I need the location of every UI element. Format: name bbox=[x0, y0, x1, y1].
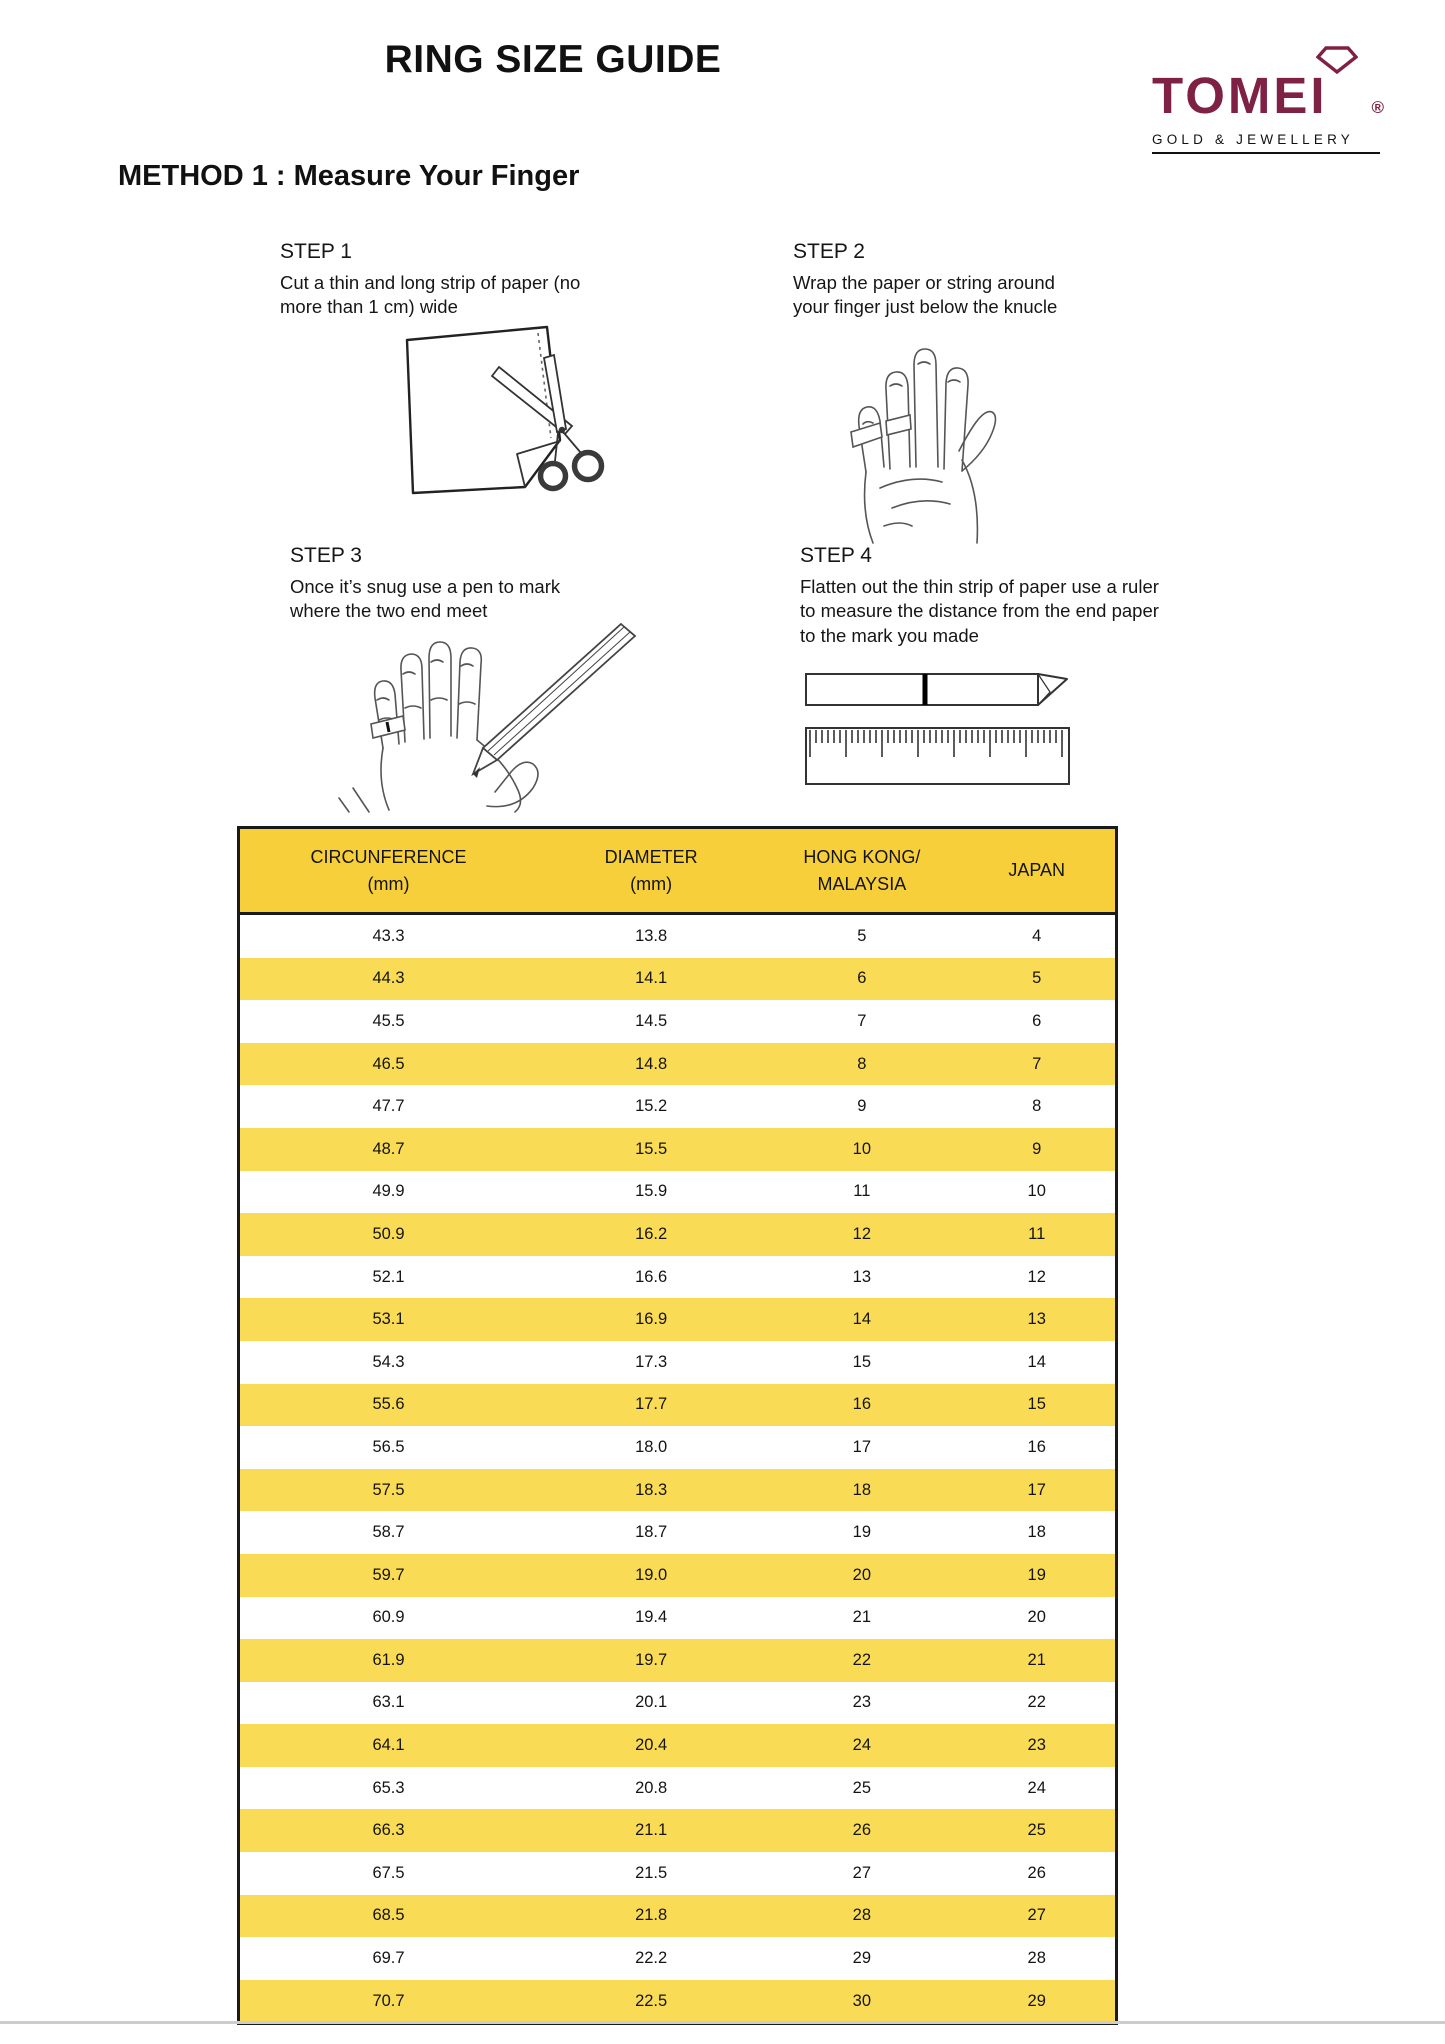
table-row bbox=[239, 1213, 1117, 1256]
size-cell: 13 bbox=[958, 1298, 1116, 1341]
size-cell: 12 bbox=[1027, 1267, 1046, 1286]
logo-underline bbox=[1152, 152, 1380, 154]
size-cell: 6 bbox=[765, 958, 958, 1001]
table-row bbox=[239, 1597, 1117, 1640]
registered-trademark: ® bbox=[1371, 98, 1384, 117]
size-cell: 13.8 bbox=[635, 926, 668, 945]
size-cell: 14.8 bbox=[537, 1043, 765, 1086]
size-cell: 69.7 bbox=[372, 1949, 405, 1968]
brand-row bbox=[1152, 46, 1384, 130]
size-cell: 26 bbox=[1027, 1863, 1046, 1882]
method-heading: METHOD 1 : Measure Your Finger bbox=[118, 160, 580, 192]
size-cell: 15 bbox=[958, 1384, 1116, 1427]
step-description: Cut a thin and long strip of paper (no more than 1 cm) wide bbox=[280, 272, 581, 318]
size-cell: 14.1 bbox=[537, 958, 765, 1001]
size-cell: 21 bbox=[958, 1639, 1116, 1682]
size-cell: 5 bbox=[857, 926, 867, 945]
table-row bbox=[239, 1511, 1117, 1554]
size-cell: 15.5 bbox=[537, 1128, 765, 1171]
size-cell: 17.3 bbox=[635, 1352, 668, 1371]
size-cell: 65.3 bbox=[372, 1778, 405, 1797]
size-cell: 9 bbox=[958, 1128, 1116, 1171]
step-label: STEP 4 bbox=[800, 544, 872, 567]
size-cell: 55.6 bbox=[239, 1384, 538, 1427]
table-row bbox=[239, 1469, 1117, 1512]
table-row bbox=[239, 958, 1117, 1001]
table-row bbox=[239, 1937, 1117, 1980]
size-cell: 16.9 bbox=[537, 1298, 765, 1341]
size-cell: 10 bbox=[1027, 1182, 1046, 1201]
size-cell: 48.7 bbox=[239, 1128, 538, 1171]
size-cell: 20 bbox=[1027, 1608, 1046, 1627]
step-description: Flatten out the thin strip of paper use a ruler to measure the distance from the end paper to the mark you made bbox=[800, 576, 1159, 646]
size-cell: 58.7 bbox=[372, 1523, 405, 1542]
step-block-3 bbox=[290, 544, 592, 624]
table-row bbox=[239, 1895, 1117, 1938]
table-row bbox=[239, 1980, 1117, 2024]
step-label: STEP 2 bbox=[793, 240, 865, 263]
table-row bbox=[239, 1171, 1117, 1214]
size-cell: 21 bbox=[852, 1608, 872, 1627]
size-cell: 8 bbox=[1032, 1097, 1042, 1116]
size-cell: 7 bbox=[857, 1011, 867, 1030]
hand-paper-strip-illustration bbox=[850, 320, 1005, 545]
table-row bbox=[239, 1852, 1117, 1895]
size-cell: 17 bbox=[852, 1437, 872, 1456]
table-row bbox=[239, 1085, 1117, 1128]
size-cell: 6 bbox=[1032, 1011, 1042, 1030]
table-row bbox=[239, 1767, 1117, 1810]
column-header-line: JAPAN bbox=[1008, 860, 1066, 881]
size-cell: 44.3 bbox=[239, 958, 538, 1001]
size-cell: 19.7 bbox=[537, 1639, 765, 1682]
size-cell: 30 bbox=[765, 1980, 958, 2024]
size-cell: 52.1 bbox=[372, 1267, 405, 1286]
size-cell: 28 bbox=[1027, 1949, 1046, 1968]
size-cell: 5 bbox=[958, 958, 1116, 1001]
table-row bbox=[239, 1341, 1117, 1384]
size-cell: 11 bbox=[958, 1213, 1116, 1256]
ruler-illustration bbox=[798, 666, 1083, 794]
size-cell: 20 bbox=[765, 1554, 958, 1597]
size-cell: 14 bbox=[765, 1298, 958, 1341]
paper-strip bbox=[851, 415, 911, 447]
size-cell: 22 bbox=[1027, 1693, 1046, 1712]
size-cell: 23 bbox=[958, 1724, 1116, 1767]
size-cell: 24 bbox=[1027, 1778, 1046, 1797]
size-cell: 59.7 bbox=[239, 1554, 538, 1597]
size-cell: 24 bbox=[765, 1724, 958, 1767]
table-row bbox=[239, 1639, 1117, 1682]
ruler bbox=[806, 728, 1069, 784]
size-cell: 21.8 bbox=[537, 1895, 765, 1938]
size-cell: 18.3 bbox=[537, 1469, 765, 1512]
hand-pencil-illustration bbox=[325, 620, 645, 815]
step-block-2 bbox=[793, 240, 1085, 320]
size-cell: 16.2 bbox=[537, 1213, 765, 1256]
size-cell: 22 bbox=[765, 1639, 958, 1682]
paper-strip bbox=[371, 716, 405, 738]
page-title: RING SIZE GUIDE bbox=[384, 38, 722, 81]
size-cell: 4 bbox=[1032, 926, 1042, 945]
table-row bbox=[239, 1426, 1117, 1469]
size-cell: 15 bbox=[852, 1352, 872, 1371]
column-header-line: DIAMETER bbox=[604, 847, 698, 868]
size-cell: 8 bbox=[765, 1043, 958, 1086]
size-cell: 43.3 bbox=[372, 926, 405, 945]
page-bottom-scan-line bbox=[0, 2021, 1445, 2024]
scissors-paper-illustration bbox=[395, 320, 620, 505]
step-description: Wrap the paper or string around your finger just below the knucle bbox=[793, 272, 1058, 318]
size-cell: 61.9 bbox=[239, 1639, 538, 1682]
column-header-line: CIRCUNFERENCE bbox=[310, 847, 467, 868]
size-cell: 45.5 bbox=[372, 1011, 405, 1030]
size-cell: 14 bbox=[1027, 1352, 1046, 1371]
size-cell: 22.5 bbox=[537, 1980, 765, 2024]
size-cell: 68.5 bbox=[239, 1895, 538, 1938]
size-cell: 23 bbox=[852, 1693, 872, 1712]
step-block-4 bbox=[800, 544, 1162, 648]
table-row bbox=[239, 1043, 1117, 1086]
size-cell: 25 bbox=[852, 1778, 872, 1797]
size-cell: 16.6 bbox=[635, 1267, 668, 1286]
step-block-1 bbox=[280, 240, 610, 320]
table-row bbox=[239, 914, 1117, 958]
size-cell: 20.8 bbox=[635, 1778, 668, 1797]
size-cell: 22.2 bbox=[635, 1949, 668, 1968]
size-cell: 18.7 bbox=[635, 1523, 668, 1542]
size-cell: 11 bbox=[853, 1182, 871, 1201]
column-header-line: HONG KONG/ bbox=[803, 847, 921, 868]
step-label: STEP 1 bbox=[280, 240, 352, 263]
size-cell: 57.5 bbox=[239, 1469, 538, 1512]
size-cell: 20.4 bbox=[537, 1724, 765, 1767]
size-cell: 28 bbox=[765, 1895, 958, 1938]
size-cell: 64.1 bbox=[239, 1724, 538, 1767]
size-cell: 14.5 bbox=[635, 1011, 668, 1030]
column-header-line: (mm) bbox=[630, 873, 673, 894]
size-cell: 15.2 bbox=[635, 1097, 668, 1116]
size-cell: 15.9 bbox=[635, 1182, 668, 1201]
size-cell: 29 bbox=[852, 1949, 872, 1968]
size-cell: 10 bbox=[765, 1128, 958, 1171]
table-row bbox=[239, 1000, 1117, 1043]
size-cell: 66.3 bbox=[239, 1809, 538, 1852]
size-cell: 18 bbox=[765, 1469, 958, 1512]
size-cell: 54.3 bbox=[372, 1352, 405, 1371]
size-cell: 46.5 bbox=[239, 1043, 538, 1086]
size-cell: 63.1 bbox=[372, 1693, 405, 1712]
size-cell: 16 bbox=[765, 1384, 958, 1427]
brand-logo bbox=[1152, 46, 1384, 154]
size-cell: 18.0 bbox=[635, 1437, 668, 1456]
table-row bbox=[239, 1554, 1117, 1597]
size-cell: 20.1 bbox=[635, 1693, 668, 1712]
size-table bbox=[237, 826, 1118, 2025]
size-cell: 49.9 bbox=[372, 1182, 405, 1201]
size-cell: 17 bbox=[958, 1469, 1116, 1512]
column-header-line: MALAYSIA bbox=[817, 873, 907, 894]
size-cell: 19.4 bbox=[635, 1608, 668, 1627]
size-cell: 29 bbox=[958, 1980, 1116, 2024]
size-cell: 25 bbox=[958, 1809, 1116, 1852]
size-cell: 16 bbox=[1027, 1437, 1046, 1456]
size-cell: 12 bbox=[765, 1213, 958, 1256]
size-cell: 27 bbox=[852, 1863, 872, 1882]
size-cell: 19 bbox=[852, 1523, 872, 1542]
size-cell: 9 bbox=[857, 1097, 867, 1116]
size-cell: 26 bbox=[765, 1809, 958, 1852]
table-row bbox=[239, 1256, 1117, 1299]
open-hand bbox=[859, 349, 996, 543]
brand-tagline: GOLD & JEWELLERY bbox=[1152, 132, 1354, 147]
size-cell: 50.9 bbox=[239, 1213, 538, 1256]
size-cell: 53.1 bbox=[239, 1298, 538, 1341]
table-header-row bbox=[239, 828, 1117, 914]
table-row bbox=[239, 1128, 1117, 1171]
table-row bbox=[239, 1809, 1117, 1852]
size-cell: 21.1 bbox=[537, 1809, 765, 1852]
size-cell: 17.7 bbox=[537, 1384, 765, 1427]
size-cell: 27 bbox=[958, 1895, 1116, 1938]
table-row bbox=[239, 1384, 1117, 1427]
size-cell: 19.0 bbox=[537, 1554, 765, 1597]
size-cell: 7 bbox=[958, 1043, 1116, 1086]
column-header-diameter bbox=[537, 828, 765, 914]
step-description: Once it’s snug use a pen to mark where the two end meet bbox=[290, 576, 561, 622]
size-cell: 70.7 bbox=[239, 1980, 538, 2024]
size-cell: 21.5 bbox=[635, 1863, 668, 1882]
size-cell: 56.5 bbox=[372, 1437, 405, 1456]
paper-strip bbox=[806, 674, 1067, 705]
size-cell: 67.5 bbox=[372, 1863, 405, 1882]
size-cell: 60.9 bbox=[372, 1608, 405, 1627]
column-header-hongkong-malaysia bbox=[765, 828, 958, 914]
step-label: STEP 3 bbox=[290, 544, 362, 567]
column-header-circumference bbox=[239, 828, 538, 914]
size-cell: 13 bbox=[852, 1267, 872, 1286]
table-row bbox=[239, 1724, 1117, 1767]
brand-wordmark: TOMEI bbox=[1152, 67, 1328, 124]
pencil-icon bbox=[473, 624, 635, 778]
size-cell: 18 bbox=[1027, 1523, 1046, 1542]
size-cell: 19 bbox=[958, 1554, 1116, 1597]
table-row bbox=[239, 1682, 1117, 1725]
table-row bbox=[239, 1298, 1117, 1341]
size-cell: 47.7 bbox=[372, 1097, 405, 1116]
size-table-body bbox=[239, 914, 1117, 2024]
column-header-line: (mm) bbox=[367, 873, 410, 894]
column-header-japan bbox=[958, 828, 1116, 914]
